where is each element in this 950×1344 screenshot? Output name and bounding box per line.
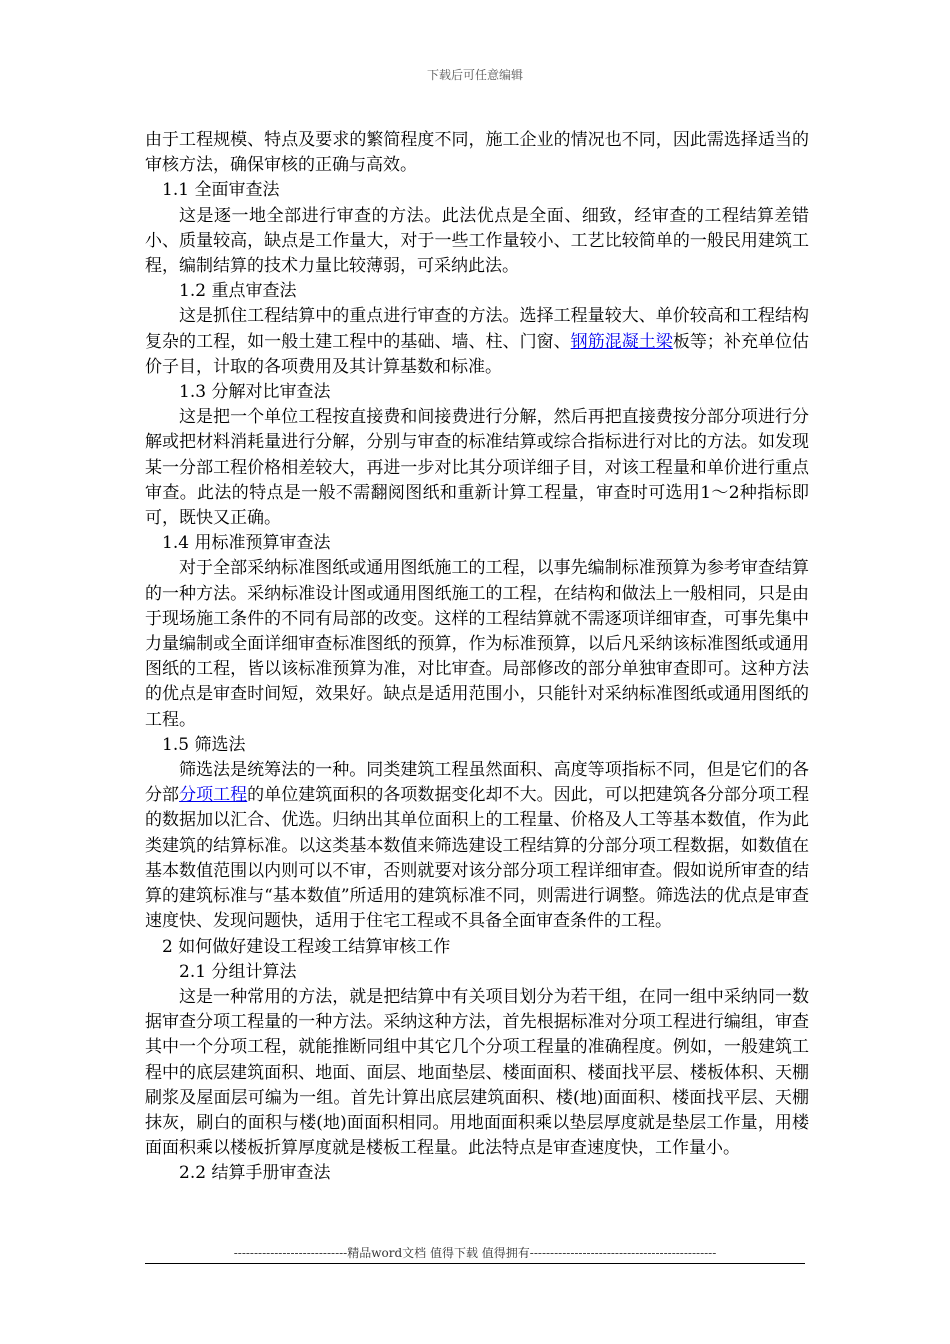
paragraph-text: 板等；补充单位估价子目，计取的各项费用及其计算基数和标准。 (145, 331, 810, 377)
paragraph-text: 的单位建筑面积的各项数据变化却不大。因此，可以把建筑各分部分项工程的数据加以汇合、优选。归纳出其单位面积上的工程量、价格及人工等基本数值，作为此类建筑的结算标准。以这类基本数值来筛选建设工程结算的分部分项工程数据，如数值在基本数值范围以内则可以不审，否则就要对该分部分项工程详细审查。假如说所审查的结算的建筑标准与“基本数值”所适用的建筑标准不同，则需进行调整。筛选法的优点是审查速度快、发现问题快，适用于住宅工程或不具备全面审查条件的工程。 (145, 785, 810, 932)
section-heading-2-2: 2.2 结算手册审查法 (179, 1163, 331, 1184)
section-heading-2: 2 如何做好建设工程竣工结算审核工作 (162, 936, 451, 957)
paragraph: 这是逐一地全部进行审查的方法。此法优点是全面、细致，经审查的工程结算差错小、质量较高，缺点是工作量大，对于一些工作量较小、工艺比较简单的一般民用建筑工程，编制结算的技术力量比较薄弱，可采纳此法。 (145, 205, 809, 277)
paragraph (145, 758, 809, 934)
section-heading-2-1: 2.1 分组计算法 (179, 961, 297, 982)
link-rebar-concrete-beam[interactable]: 钢筋混凝土梁 (570, 331, 673, 352)
link-subitem-works[interactable]: 分项工程 (179, 785, 248, 806)
section-heading-1-3: 1.3 分解对比审查法 (179, 382, 331, 403)
footer-divider (145, 1263, 805, 1264)
paragraph-text: 这是抓住工程结算中的重点进行审查的方法。选择工程量较大、单价较高和工程结构复杂的工程，如一般土建工程中的基础、墙、柱、门窗、 (145, 306, 809, 352)
page-header: 下载后可任意编辑 (426, 68, 523, 82)
section-heading-1-2: 1.2 重点审查法 (179, 281, 297, 302)
section-heading-1-5: 1.5 筛选法 (162, 734, 246, 755)
document-body (145, 128, 809, 1187)
paragraph: 由于工程规模、特点及要求的繁简程度不同，施工企业的情况也不同，因此需选择适当的审核方法，确保审核的正确与高效。 (145, 130, 809, 176)
paragraph: 对于全部采纳标准图纸或通用图纸施工的工程，以事先编制标准预算为参考审查结算的一种方法。采纳标准设计图或通用图纸施工的工程，在结构和做法上一般相同，只是由于现场施工条件的不同有局部的改变。这样的工程结算就不需逐项详细审查，可事先集中力量编制或全面详细审查标准图纸的预算，作为标准预算，以后凡采纳该标准图纸或通用图纸的工程，皆以该标准预算为准，对比审查。局部修改的部分单独审查即可。这种方法的优点是审查时间短，效果好。缺点是适用范围小，只能针对采纳标准图纸或通用图纸的工程。 (145, 558, 809, 730)
paragraph: 这是一种常用的方法，就是把结算中有关项目划分为若干组，在同一组中采纳同一数据审查分项工程量的一种方法。采纳这种方法，首先根据标准对分项工程进行编组，审查其中一个分项工程，就能推断同组中其它几个分项工程量的准确程度。例如，一般建筑工程中的底层建筑面积、地面、面层、地面垫层、楼面面积、楼面找平层、楼板体积、天棚刷浆及屋面层可编为一组。首先计算出底层建筑面积、楼(地)面面积、楼面找平层、天棚抹灰，刷白的面积与楼(地)面面积相同。用地面面积乘以垫层厚度就是垫层工作量，用楼面面积乘以楼板折算厚度就是楼板工程量。此法特点是审查速度快，工作量小。 (145, 986, 809, 1159)
paragraph: 这是把一个单位工程按直接费和间接费进行分解，然后再把直接费按分部分项进行分解或把材料消耗量进行分解，分别与审查的标准结算或综合指标进行对比的方法。如发现某一分部工程价格相差较大，再进一步对比其分项详细子目，对该工程量和单价进行重点审查。此法的特点是一般不需翻阅图纸和重新计算工程量，审查时可选用1～2种指标即可，既快又正确。 (145, 407, 809, 529)
page-footer: ----------------------------精品word文档 值得下载 值得拥有---------------------------------------------- (233, 1246, 717, 1260)
paragraph (145, 304, 809, 380)
section-heading-1-4: 1.4 用标准预算审查法 (162, 533, 331, 554)
paragraph-text: 筛选法是统筹法的一种。同类建筑工程虽然面积、高度等项指标不同，但是它们的各分部 (145, 760, 809, 806)
section-heading-1-1: 1.1 全面审查法 (162, 180, 280, 201)
